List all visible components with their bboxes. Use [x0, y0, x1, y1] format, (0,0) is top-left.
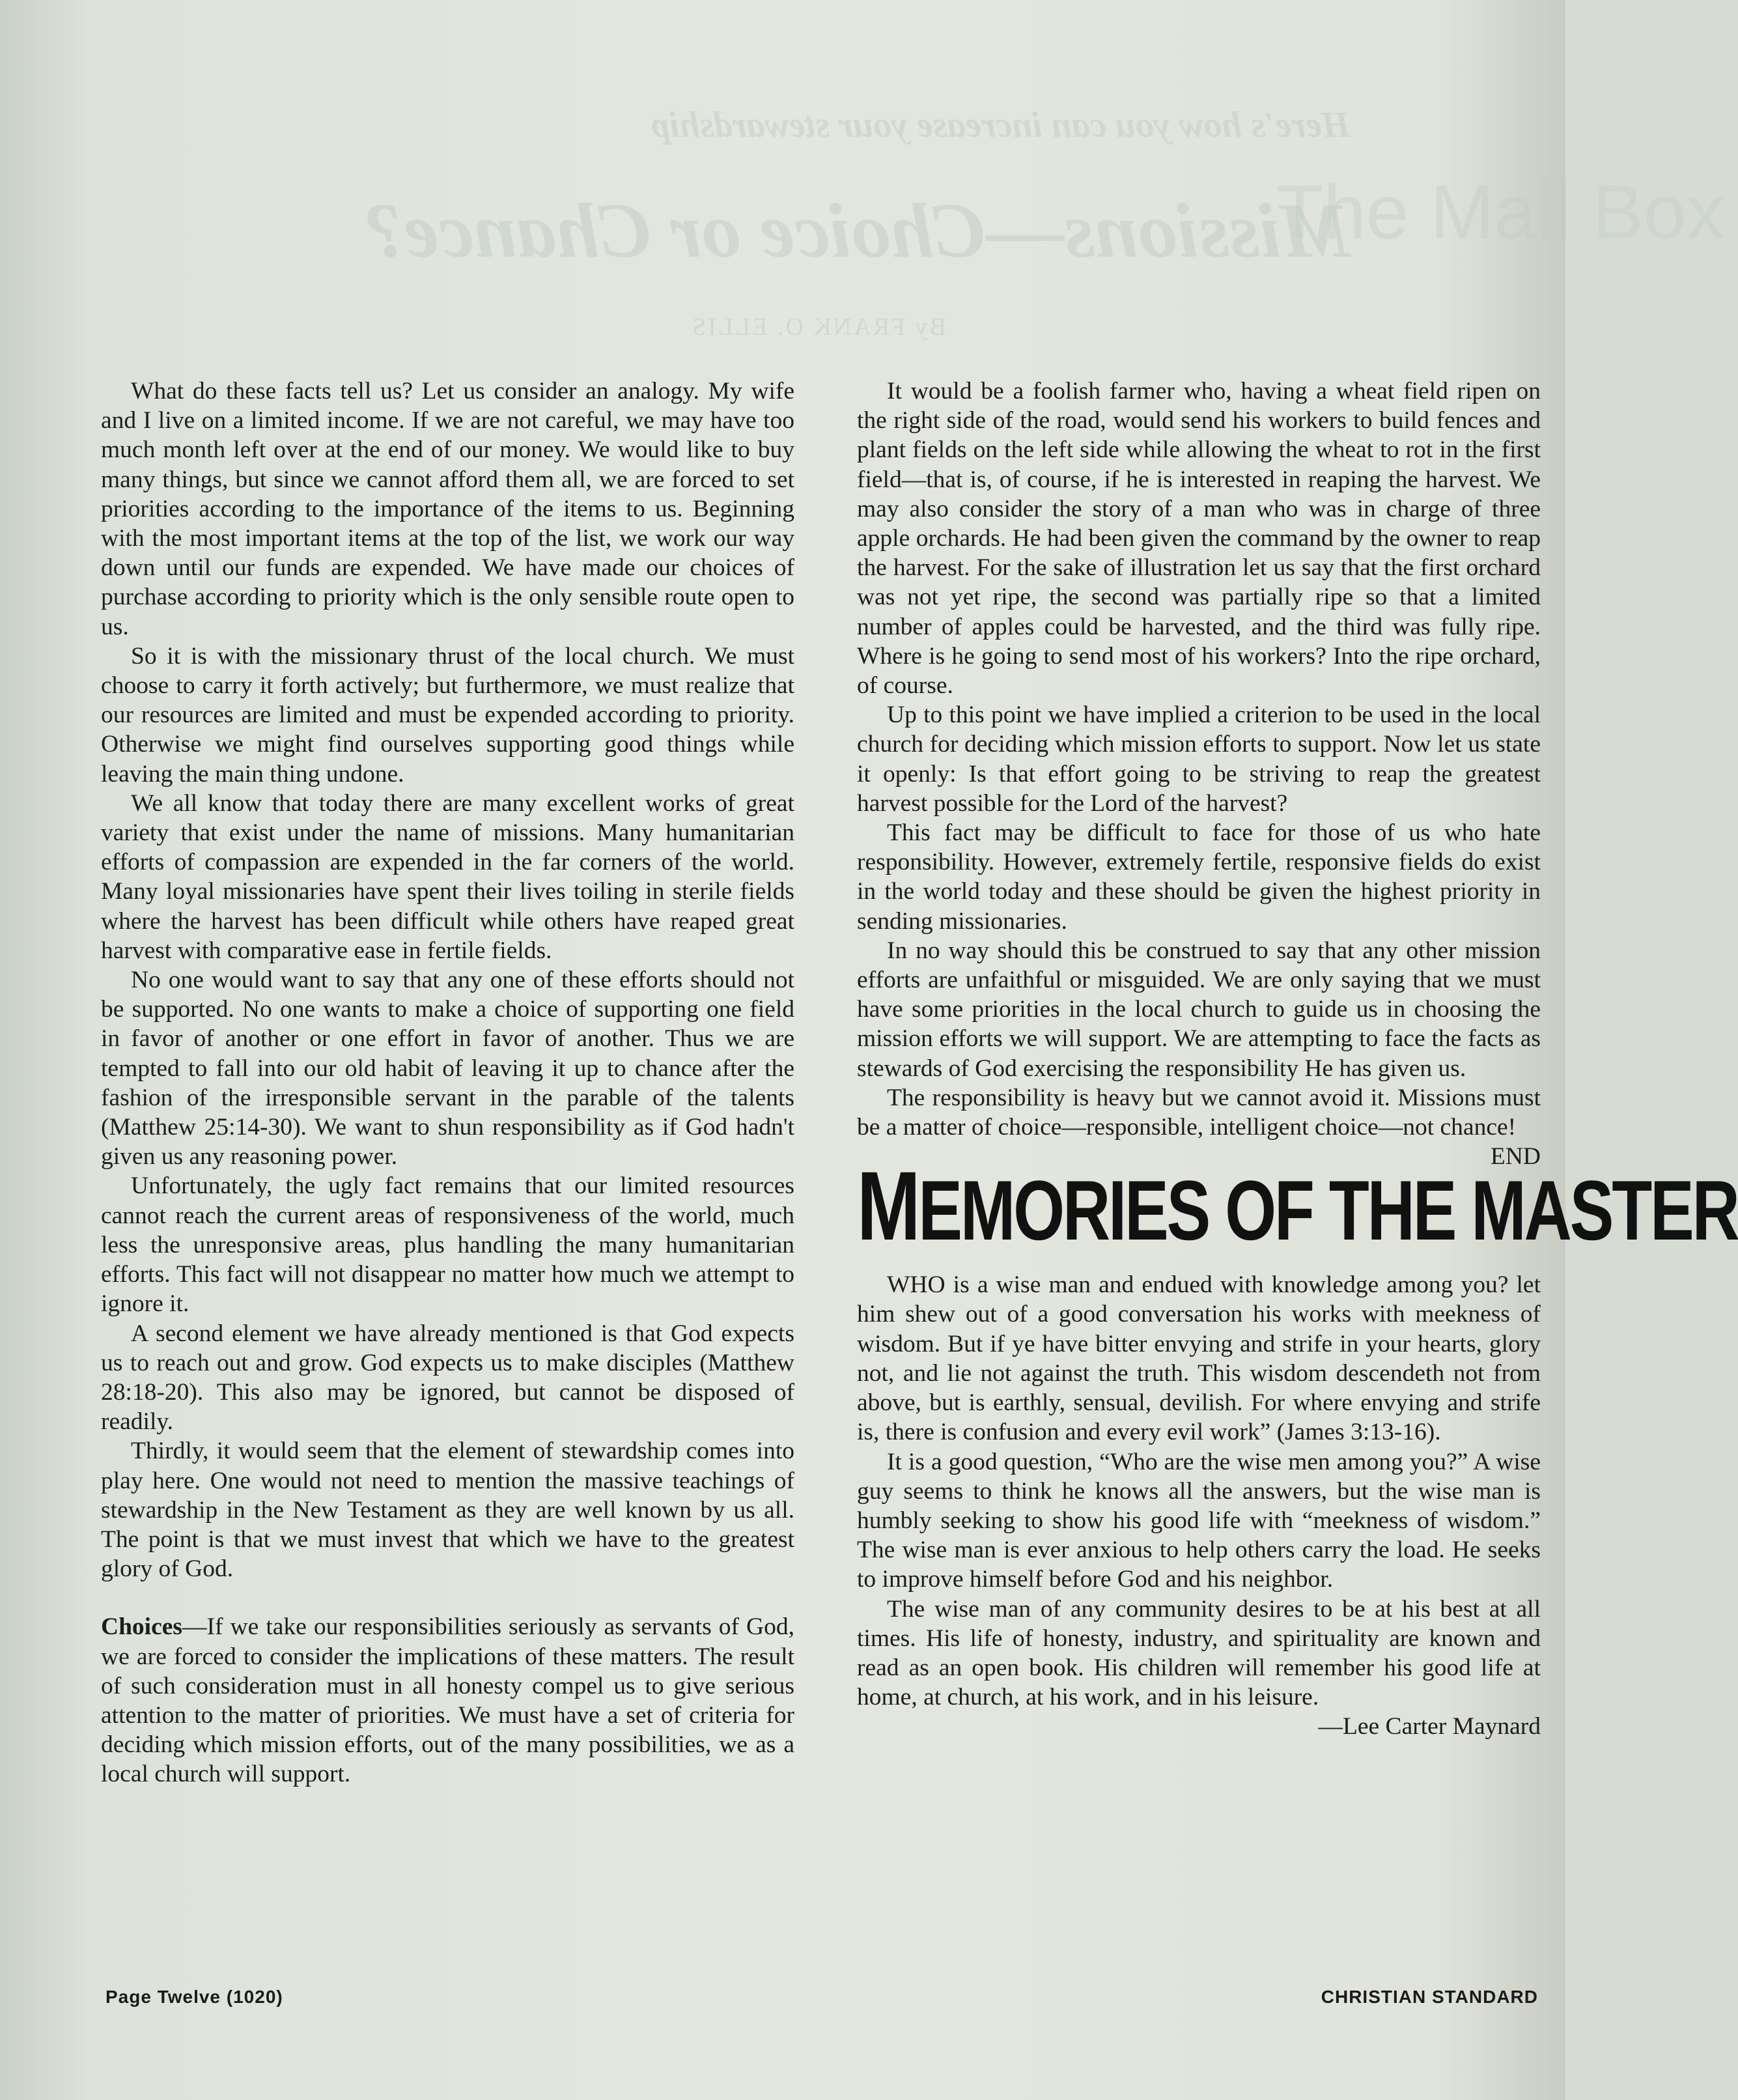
right-column	[857, 376, 1738, 1742]
memories-paragraph: It is a good question, “Who are the wise men among you?” A wise guy seems to think he knows all the answers, but the wise man is humbly seeking to show his good life with “meekness of wisdom.” The wise man is ever anxious to help others carry the load. He seeks to improve himself before God and his neighbor.	[857, 1448, 1541, 1593]
heading-rest: EMORIES OF THE MASTER	[918, 1163, 1738, 1258]
choices-run-in-head: Choices	[101, 1613, 182, 1641]
paragraph: Up to this point we have implied a criterion to be used in the local church for deciding which mission efforts to support. Now let us state it openly: Is that effort going to be striving to reap the greatest harvest possible for the Lord of the harvest?	[857, 702, 1541, 817]
bleed-through-masthead: The Mail Box	[1276, 169, 1725, 255]
end-mark: END	[1490, 1143, 1541, 1171]
paragraph: So it is with the missionary thrust of the local church. We must choose to carry it forth actively; but furthermore, we must realize that our resources are limited and must be expended according to priority. Otherwise we might find ourselves supporting good things while leaving the main thing undone.	[101, 642, 794, 788]
closing-paragraph	[857, 1083, 1541, 1171]
choices-text: —If we take our responsibilities seriously as servants of God, we are forced to consider the implications of these matters. The result of such consideration must in all honesty compel us to give serious attention to the matter of priorities. We must have a set of criteria for deciding which mission efforts, out of the many possibilities, we as a local church will support.	[101, 1613, 794, 1788]
publication-name: CHRISTIAN STANDARD	[1321, 1987, 1538, 2007]
heading-initial: M	[857, 1151, 919, 1261]
paragraph: We all know that today there are many excellent works of great variety that exist under the name of missions. Many humanitarian efforts of compassion are expended in the far corners of the world. Many loyal missionaries have spent their lives toiling in sterile fields where the harvest has been difficult while others have reaped great harvest with comparative ease in fertile fields.	[101, 789, 794, 964]
memories-text: The wise man of any community desires to be at his best at all times. His life of honesty, industry, and spirituality are known and read as an open book. His children will remember his good life at home, at church, at his work, and in his leisure.	[857, 1595, 1541, 1711]
paragraph: In no way should this be construed to say that any other mission efforts are unfaithful or misguided. We are only saying that we must have some priorities in the local church to guide us in choosing the mission efforts we will support. We are attempting to face the facts as stewards of God exercising the responsibility He has given us.	[857, 937, 1541, 1082]
left-column	[101, 376, 794, 1789]
paragraph: No one would want to say that any one of these efforts should not be supported. No one wants to make a choice of supporting one field in favor of another or one effort in favor of another. Thus we are tempted to fall into our old habit of leaving it up to chance after the fashion of the irresponsible servant in the parable of the talents (Matthew 25:14-30). We want to shun responsibility as if God hadn't given us any reasoning power.	[101, 967, 794, 1171]
memories-last-paragraph	[857, 1595, 1541, 1740]
author-signature: —Lee Carter Maynard	[1318, 1713, 1541, 1740]
choices-paragraph	[101, 1612, 794, 1789]
closing-text: The responsibility is heavy but we cannot avoid it. Missions must be a matter of choice—responsible, intelligent choice—not chance!	[857, 1084, 1541, 1141]
bleed-through-kicker: Here's how you can increase your stewardship	[651, 105, 1351, 145]
bleed-through-byline: By FRANK O. ELLIS	[690, 313, 947, 341]
bleed-through-title: Missions—Choice or Chance?	[365, 187, 1351, 274]
paragraph: Thirdly, it would seem that the element of stewardship comes into play here. One would not need to mention the massive teachings of stewardship in the New Testament as they are well known by us all. The point is that we must invest that which we have to the greatest glory of God.	[101, 1438, 794, 1583]
paragraph: This fact may be difficult to face for those of us who hate responsibility. However, extremely fertile, responsive fields do exist in the world today and these should be given the highest priority in sending missionaries.	[857, 819, 1541, 935]
paragraph: What do these facts tell us? Let us consider an analogy. My wife and I live on a limited income. If we are not careful, we may have too much month left over at the end of our money. We would like to buy many things, but since we cannot afford them all, we are forced to set priorities according to the importance of the items to us. Beginning with the most important items at the top of the list, we work our way down until our funds are expended. We have made our choices of purchase according to priority which is the only sensible route open to us.	[101, 378, 794, 640]
paragraph: Unfortunately, the ugly fact remains that our limited resources cannot reach the current areas of responsiveness of the world, much less the unresponsive areas, plus handling the many humanitarian efforts. This fact will not disappear no matter how much we attempt to ignore it.	[101, 1172, 794, 1318]
page-number: Page Twelve (1020)	[105, 1987, 283, 2007]
memories-paragraph: WHO is a wise man and endued with knowledge among you? let him shew out of a good conversation his works with meekness of wisdom. But if ye have bitter envying and strife in your hearts, glory not, and lie not against the truth. This wisdom descendeth not from above, but is earthly, sensual, devilish. For where envying and strife is, there is confusion and every evil work” (James 3:13-16).	[857, 1271, 1541, 1446]
paragraph: It would be a foolish farmer who, having a wheat field ripen on the right side of the road, would send his workers to build fences and plant fields on the left side while allowing the wheat to rot in the first field—that is, of course, if he is interested in reaping the harvest. We may also consider the story of a man who was in charge of three apple orchards. He had been given the command by the owner to reap the harvest. For the sake of illustration let us say that the first orchard was not yet ripe, the second was partially ripe so that a limited number of apples could be harvested, and the third was fully ripe. Where is he going to send most of his workers? Into the ripe orchard, of course.	[857, 378, 1541, 700]
paragraph: A second element we have already mentioned is that God expects us to reach out and grow. God expects us to make disciples (Matthew 28:18-20). This also may be ignored, but cannot be disposed of readily.	[101, 1320, 794, 1436]
